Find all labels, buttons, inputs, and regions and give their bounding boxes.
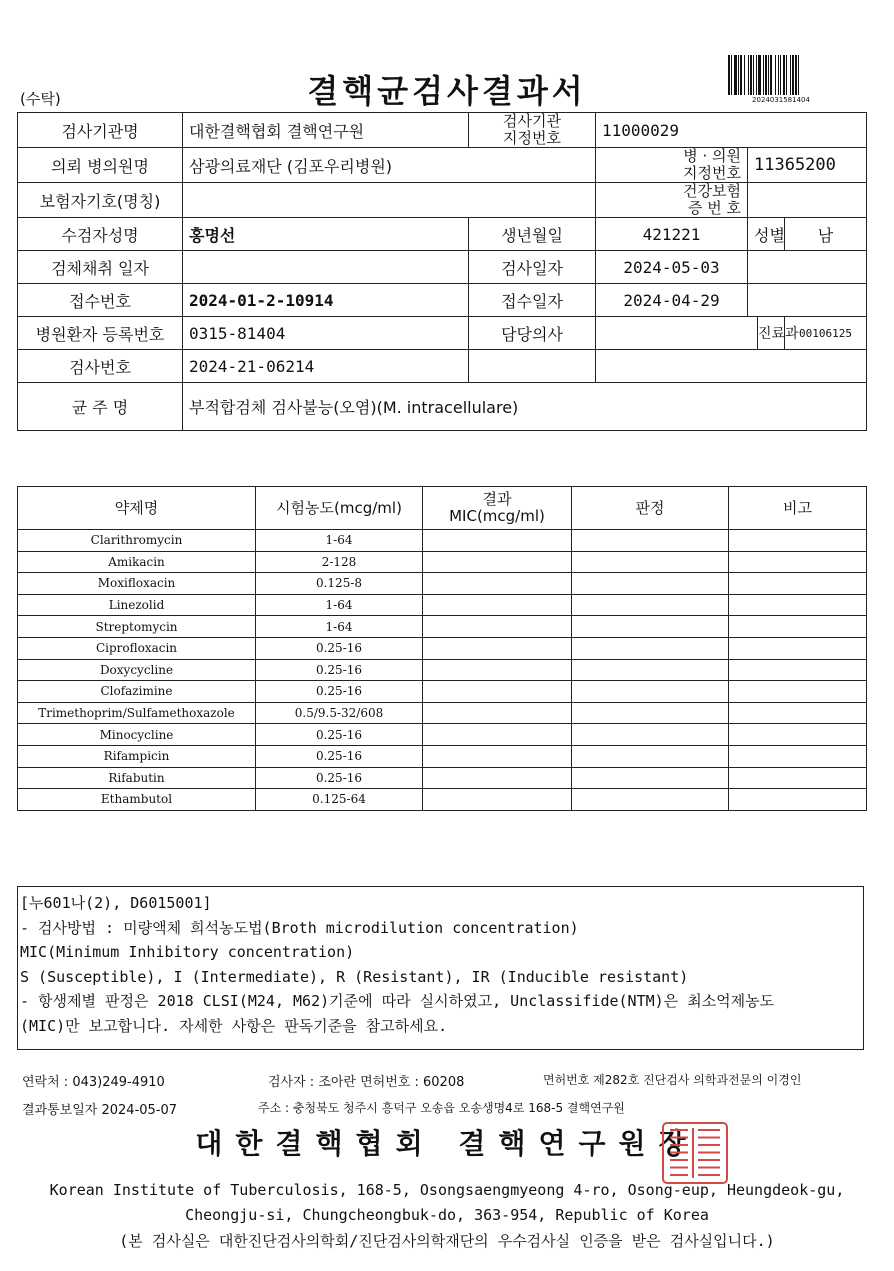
- remarks-cell: [729, 702, 867, 724]
- note-line: (MIC)만 보고합니다. 자세한 사항은 판독기준을 참고하세요.: [20, 1016, 448, 1035]
- sex-value: 남: [785, 218, 867, 251]
- conc-cell: 1-64: [256, 594, 423, 616]
- info-row: [18, 113, 867, 148]
- remarks-cell: [729, 681, 867, 703]
- referring-value: 삼광의료재단 (김포우리병원): [183, 148, 596, 183]
- remarks-cell: [729, 659, 867, 681]
- judgement-cell: [572, 745, 729, 767]
- remarks-cell: [729, 594, 867, 616]
- judgement-cell: [572, 530, 729, 552]
- conc-cell: 0.25-16: [256, 681, 423, 703]
- remarks-cell: [729, 530, 867, 552]
- doctor-label: 담당의사: [469, 317, 596, 350]
- english-address-line-1: Korean Institute of Tuberculosis, 168-5, Osongsaengmyeong 4-ro, Osong-eup, Heungdeok-gu,: [49, 1181, 845, 1199]
- mic-cell: [423, 681, 572, 703]
- judgement-cell: [572, 702, 729, 724]
- remarks-cell: [729, 767, 867, 789]
- drug-susceptibility-table: [17, 486, 867, 811]
- mic-cell: [423, 530, 572, 552]
- document-title: 결핵균검사결과서: [307, 72, 587, 110]
- director-info: 면허번호 제282호 진단검사 의학과전문의 이경인: [543, 1073, 802, 1087]
- insured-value: [183, 183, 596, 218]
- judgement-cell: [572, 573, 729, 595]
- drug-header: 약제명: [18, 487, 256, 530]
- table-row: [18, 681, 867, 703]
- table-row: [18, 702, 867, 724]
- empty-cell: [748, 284, 867, 317]
- empty-cell: [596, 350, 867, 383]
- conc-cell: 0.25-16: [256, 637, 423, 659]
- strain-value: 부적합검체 검사불능(오염)(M. intracellulare): [183, 383, 867, 431]
- certification-note: (본 검사실은 대한진단검사의학회/진단검사의학재단의 우수검사실 인증을 받은 검사실입니다.): [119, 1232, 775, 1250]
- institution-label: 검사기관명: [18, 113, 183, 148]
- patient-info-table: [17, 112, 867, 431]
- notes-box: [17, 886, 864, 1050]
- mic-cell: [423, 702, 572, 724]
- dob-value: 421221: [596, 218, 748, 251]
- remarks-cell: [729, 789, 867, 811]
- table-row: [18, 659, 867, 681]
- info-row: [18, 251, 867, 284]
- conc-cell: 2-128: [256, 551, 423, 573]
- judgement-cell: [572, 789, 729, 811]
- conc-cell: 0.25-16: [256, 724, 423, 746]
- remarks-cell: [729, 573, 867, 595]
- english-address-line-2: Cheongju-si, Chungcheongbuk-do, 363-954, Republic of Korea: [185, 1206, 709, 1224]
- remarks-cell: [729, 637, 867, 659]
- mic-cell: [423, 551, 572, 573]
- patient-name-label: 수검자성명: [18, 218, 183, 251]
- receipt-date-value: 2024-04-29: [596, 284, 748, 317]
- health-ins-value: [748, 183, 867, 218]
- drug-name-cell: Clarithromycin: [18, 530, 256, 552]
- sex-label: 성별: [748, 218, 785, 251]
- info-row: [18, 148, 867, 183]
- strain-label: 균 주 명: [18, 383, 183, 431]
- receipt-no-label: 접수번호: [18, 284, 183, 317]
- drug-name-cell: Rifabutin: [18, 767, 256, 789]
- table-row: [18, 724, 867, 746]
- mic-cell: [423, 724, 572, 746]
- receipt-no-value: 2024-01-2-10914: [183, 284, 469, 317]
- examiner-info: 검사자 : 조아란 면허번호 : 60208: [268, 1075, 465, 1090]
- test-no-label: 검사번호: [18, 350, 183, 383]
- remarks-header: 비고: [729, 487, 867, 530]
- judgement-header: 판정: [572, 487, 729, 530]
- mic-cell: [423, 616, 572, 638]
- institute-name: 대한결핵협회 결핵연구원장: [195, 1127, 699, 1160]
- info-row: [18, 183, 867, 218]
- hosp-code-value: 11365200: [748, 148, 867, 183]
- reg-no-value: 0315-81404: [183, 317, 469, 350]
- remarks-cell: [729, 616, 867, 638]
- table-row: [18, 767, 867, 789]
- conc-cell: 0.25-16: [256, 659, 423, 681]
- reg-no-label: 병원환자 등록번호: [18, 317, 183, 350]
- drug-name-cell: Ciprofloxacin: [18, 637, 256, 659]
- barcode-number: 2024031581404: [752, 96, 810, 104]
- judgement-cell: [572, 681, 729, 703]
- drug-name-cell: Moxifloxacin: [18, 573, 256, 595]
- note-line: - 검사방법 : 미량액체 희석농도법(Broth microdilution concentration): [20, 918, 579, 937]
- empty-cell: [748, 251, 867, 284]
- table-row: [18, 745, 867, 767]
- inst-code-label: 검사기관 지정번호: [469, 113, 596, 148]
- table-row: [18, 637, 867, 659]
- seal-pattern: [670, 1128, 720, 1178]
- info-row: [18, 284, 867, 317]
- conc-cell: 1-64: [256, 616, 423, 638]
- info-row: [18, 350, 867, 383]
- judgement-cell: [572, 551, 729, 573]
- note-line: MIC(Minimum Inhibitory concentration): [20, 943, 355, 961]
- remarks-cell: [729, 745, 867, 767]
- drug-name-cell: Rifampicin: [18, 745, 256, 767]
- mic-cell: [423, 745, 572, 767]
- mic-cell: [423, 594, 572, 616]
- info-row: [18, 317, 867, 350]
- drug-name-cell: Linezolid: [18, 594, 256, 616]
- conc-cell: 0.125-8: [256, 573, 423, 595]
- institution-value: 대한결핵협회 결핵연구원: [183, 113, 469, 148]
- dept-label: 진료과: [758, 317, 785, 350]
- judgement-cell: [572, 767, 729, 789]
- collect-date-label: 검체채취 일자: [18, 251, 183, 284]
- drug-name-cell: Clofazimine: [18, 681, 256, 703]
- mic-cell: [423, 659, 572, 681]
- conc-cell: 0.125-64: [256, 789, 423, 811]
- note-line: S (Susceptible), I (Intermediate), R (Resistant), IR (Inducible resistant): [20, 967, 689, 986]
- empty-cell: [469, 350, 596, 383]
- copy-mark: (수탁): [20, 90, 61, 108]
- judgement-cell: [572, 637, 729, 659]
- patient-name-value: 홍명선: [183, 218, 469, 251]
- table-row: [18, 573, 867, 595]
- table-row: [18, 789, 867, 811]
- test-no-value: 2024-21-06214: [183, 350, 469, 383]
- doctor-value: [596, 317, 758, 350]
- receipt-date-label: 접수일자: [469, 284, 596, 317]
- dept-value: 00106125: [785, 317, 867, 350]
- remarks-cell: [729, 724, 867, 746]
- judgement-cell: [572, 616, 729, 638]
- judgement-cell: [572, 659, 729, 681]
- mic-cell: [423, 789, 572, 811]
- table-row: [18, 594, 867, 616]
- conc-cell: 0.5/9.5-32/608: [256, 702, 423, 724]
- collect-date-value: [183, 251, 469, 284]
- drug-name-cell: Ethambutol: [18, 789, 256, 811]
- conc-cell: 0.25-16: [256, 745, 423, 767]
- insured-label: 보험자기호(명칭): [18, 183, 183, 218]
- conc-cell: 1-64: [256, 530, 423, 552]
- info-row: [18, 383, 867, 431]
- drug-name-cell: Minocycline: [18, 724, 256, 746]
- mic-cell: [423, 767, 572, 789]
- table-row: [18, 616, 867, 638]
- drug-name-cell: Streptomycin: [18, 616, 256, 638]
- judgement-cell: [572, 724, 729, 746]
- remarks-cell: [729, 551, 867, 573]
- drug-name-cell: Doxycycline: [18, 659, 256, 681]
- test-date-value: 2024-05-03: [596, 251, 748, 284]
- conc-cell: 0.25-16: [256, 767, 423, 789]
- health-ins-label: 건강보험 증 번 호: [596, 183, 748, 218]
- mic-cell: [423, 637, 572, 659]
- drug-name-cell: Trimethoprim/Sulfamethoxazole: [18, 702, 256, 724]
- official-seal-icon: [660, 1120, 730, 1186]
- note-line: [누601나(2), D6015001]: [20, 894, 212, 912]
- test-date-label: 검사일자: [469, 251, 596, 284]
- address: 주소 : 충청북도 청주시 흥덕구 오송읍 오송생명4로 168-5 결핵연구원: [258, 1101, 625, 1115]
- hosp-code-label: 병 · 의원 지정번호: [596, 148, 748, 183]
- table-row: [18, 551, 867, 573]
- dob-label: 생년월일: [469, 218, 596, 251]
- inst-code-value: 11000029: [596, 113, 867, 148]
- drug-name-cell: Amikacin: [18, 551, 256, 573]
- referring-label: 의뢰 병의원명: [18, 148, 183, 183]
- notice-date: 결과통보일자 2024-05-07: [22, 1103, 178, 1118]
- note-line: - 항생제별 판정은 2018 CLSI(M24, M62)기준에 따라 실시하였고, Unclassifide(NTM)은 최소억제농도: [20, 992, 775, 1010]
- conc-header: 시험농도(mcg/ml): [256, 487, 423, 530]
- mic-cell: [423, 573, 572, 595]
- mic-header: 결과 MIC(mcg/ml): [423, 487, 572, 530]
- barcode-icon: [727, 55, 835, 95]
- contact-info: 연락처 : 043)249-4910: [22, 1075, 165, 1090]
- judgement-cell: [572, 594, 729, 616]
- info-row: [18, 218, 867, 251]
- table-row: [18, 530, 867, 552]
